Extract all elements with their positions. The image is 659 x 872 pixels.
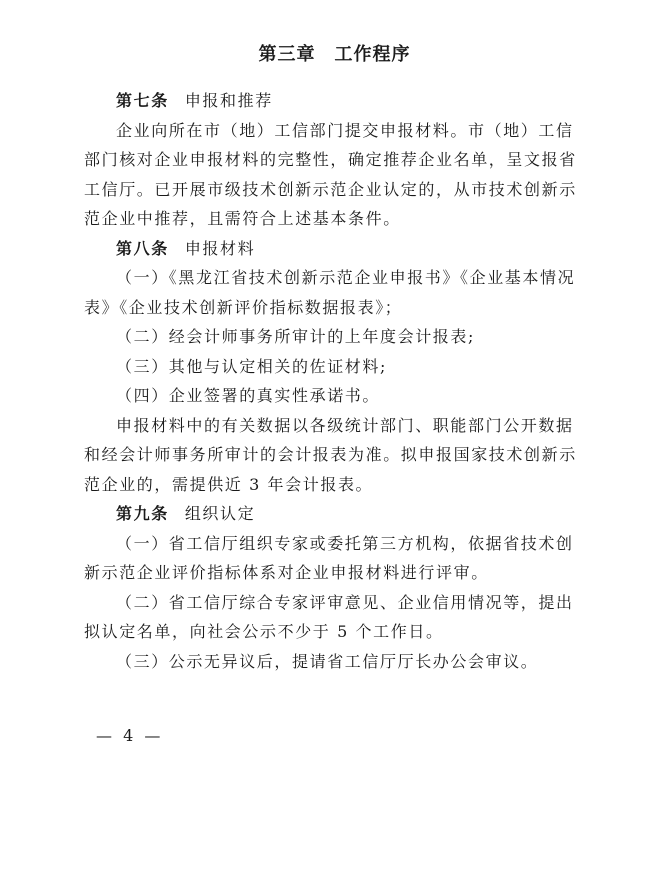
- chapter-title: 第三章 工作程序: [258, 44, 411, 65]
- article-8-item-1: （一）《黑龙江省技术创新示范企业申报书》《企业基本情况表》《企业技术创新评价指标数据报表》；: [84, 268, 576, 317]
- article-9-item-1: （一）省工信厅组织专家或委托第三方机构，依据省技术创新示范企业评价指标体系对企业申报材料进行评审。: [84, 533, 574, 582]
- article-7-number: 第七条: [116, 91, 169, 110]
- article-8-item-4: （四）企业签署的真实性承诺书。: [116, 386, 381, 405]
- article-9-heading: 组织认定: [184, 504, 256, 523]
- article-9-item-2: （二）省工信厅综合专家评审意见、企业信用情况等，提出拟认定名单，向社会公示不少于 5 个工作日。: [84, 592, 574, 641]
- article-9-item-3: （三）公示无异议后，提请省工信厅厅长办公会审议。: [116, 651, 539, 671]
- article-8-number: 第八条: [116, 238, 169, 258]
- article-8-item-2: （二）经会计师事务所审计的上年度会计报表;: [116, 327, 475, 346]
- article-7-header: [84, 86, 585, 116]
- article-8-item-3: （三）其他与认定相关的佐证材料;: [116, 356, 387, 376]
- article-8-heading: 申报材料: [184, 238, 256, 258]
- page-number: — 4 —: [96, 726, 164, 745]
- article-9-header: [84, 499, 585, 529]
- article-8-header: [84, 234, 585, 264]
- article-8-note: 申报材料中的有关数据以各级统计部门、职能部门公开数据和经会计师事务所审计的会计报表为准。拟申报国家技术创新示范企业的，需提供近 3 年会计报表。: [84, 415, 577, 494]
- article-7-heading: 申报和推荐: [184, 91, 273, 110]
- article-7-body: 企业向所在市（地）工信部门提交申报材料。市（地）工信部门核对企业申报材料的完整性，确定推荐企业名单，呈文报省工信厅。已开展市级技术创新示范企业认定的，从市技术创新示范企业中推荐，且需符合上述基本条件。: [84, 120, 577, 228]
- article-9-number: 第九条: [116, 504, 169, 523]
